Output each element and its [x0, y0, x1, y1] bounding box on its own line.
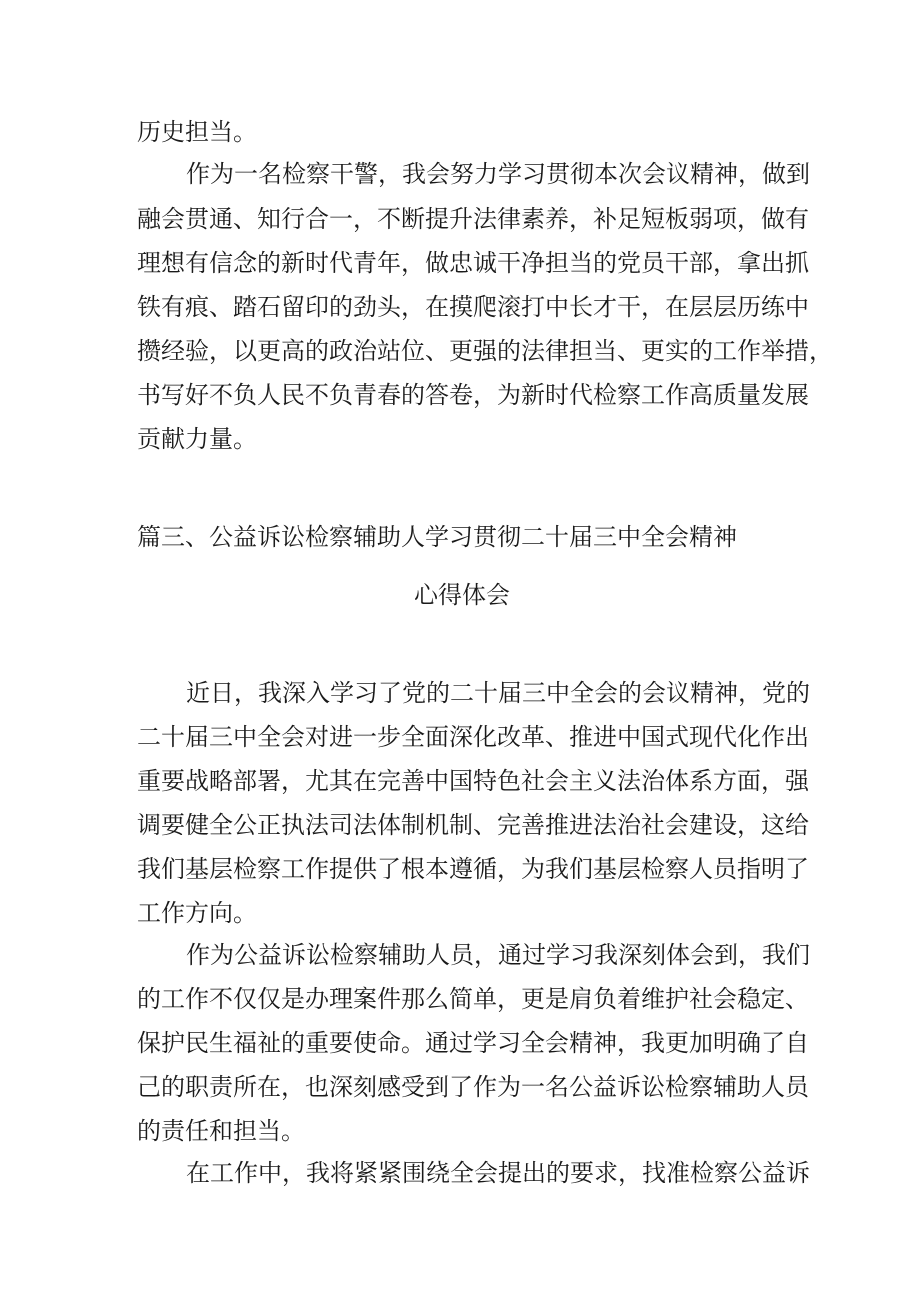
- paragraph-line: 己的职责所在，也深刻感受到了作为一名公益诉讼检察辅助人员: [137, 1073, 809, 1101]
- paragraph-line: 的责任和担当。: [137, 1117, 305, 1145]
- paragraph-line: 铁有痕、踏石留印的劲头，在摸爬滚打中长才干，在层层历练中: [137, 293, 809, 321]
- paragraph-line: 融会贯通、知行合一，不断提升法律素养，补足短板弱项，做有: [137, 205, 809, 233]
- paragraph-line: 书写好不负人民不负青春的答卷，为新时代检察工作高质量发展: [137, 381, 809, 409]
- paragraph-line: 贡献力量。: [137, 425, 257, 453]
- paragraph-line: 作为公益诉讼检察辅助人员，通过学习我深刻体会到，我们: [186, 941, 810, 969]
- paragraph-line: 重要战略部署，尤其在完善中国特色社会主义法治体系方面，强: [137, 767, 809, 795]
- section-heading: 篇三、公益诉讼检察辅助人学习贯彻二十届三中全会精神: [137, 523, 737, 551]
- section-heading-continued: 心得体会: [414, 581, 510, 609]
- paragraph-line: 工作方向。: [137, 899, 257, 927]
- paragraph-line: 保护民生福祉的重要使命。通过学习全会精神，我更加明确了自: [137, 1029, 809, 1057]
- paragraph-line: 的工作不仅仅是办理案件那么简单，更是肩负着维护社会稳定、: [137, 985, 809, 1013]
- paragraph-line: 攒经验，以更高的政治站位、更强的法律担当、更实的工作举措，: [137, 337, 833, 365]
- paragraph-line: 历史担当。: [137, 118, 257, 146]
- paragraph-line: 我们基层检察工作提供了根本遵循，为我们基层检察人员指明了: [137, 855, 809, 883]
- paragraph-line: 二十届三中全会对进一步全面深化改革、推进中国式现代化作出: [137, 723, 809, 751]
- paragraph-line: 调要健全公正执法司法体制机制、完善推进法治社会建设，这给: [137, 811, 809, 839]
- paragraph-line: 作为一名检察干警，我会努力学习贯彻本次会议精神，做到: [186, 160, 810, 188]
- paragraph-line: 在工作中，我将紧紧围绕全会提出的要求，找准检察公益诉: [186, 1159, 810, 1187]
- paragraph-line: 近日，我深入学习了党的二十届三中全会的会议精神，党的: [186, 679, 810, 707]
- paragraph-line: 理想有信念的新时代青年，做忠诚干净担当的党员干部，拿出抓: [137, 249, 809, 277]
